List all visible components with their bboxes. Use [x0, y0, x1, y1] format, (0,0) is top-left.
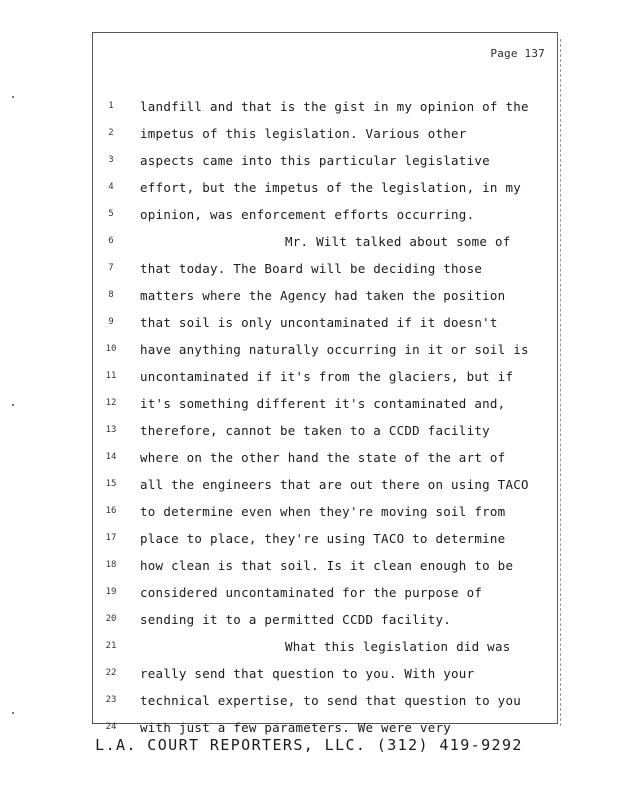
transcript-line: [93, 660, 559, 687]
court-reporter-footer: L.A. COURT REPORTERS, LLC. (312) 419-9292: [95, 736, 523, 754]
transcript-line: [93, 417, 559, 444]
transcript-line: [93, 390, 559, 417]
line-number: 12: [105, 398, 117, 408]
line-text: opinion, was enforcement efforts occurring.: [140, 207, 475, 222]
transcript-line: [93, 282, 559, 309]
page-number: Page 137: [490, 47, 545, 60]
line-text: all the engineers that are out there on using TACO: [140, 477, 529, 492]
transcript-line: [93, 255, 559, 282]
line-number: 4: [108, 182, 114, 192]
line-number: 9: [108, 317, 114, 327]
line-text: that today. The Board will be deciding those: [140, 261, 483, 276]
transcript-line: [93, 336, 559, 363]
line-number: 3: [108, 155, 114, 165]
line-number: 17: [105, 533, 117, 543]
line-text: sending it to a permitted CCDD facility.: [140, 612, 452, 627]
line-text: landfill and that is the gist in my opinion of the: [140, 99, 529, 114]
line-text: Mr. Wilt talked about some of: [285, 234, 511, 249]
line-text: aspects came into this particular legislative: [140, 153, 490, 168]
line-text: have anything naturally occurring in it or soil is: [140, 342, 529, 357]
line-text: place to place, they're using TACO to determine: [140, 531, 506, 546]
line-number: 2: [108, 128, 114, 138]
line-text: that soil is only uncontaminated if it doesn't: [140, 315, 498, 330]
transcript-page: [92, 32, 558, 735]
line-text: considered uncontaminated for the purpose of: [140, 585, 483, 600]
transcript-line: [93, 498, 559, 525]
line-text: matters where the Agency had taken the position: [140, 288, 506, 303]
transcript-line: [93, 201, 559, 228]
transcript-line: [93, 633, 559, 660]
line-text: really send that question to you. With your: [140, 666, 475, 681]
line-number: 11: [105, 371, 117, 381]
margin-mark: [12, 96, 14, 98]
line-text: how clean is that soil. Is it clean enough to be: [140, 558, 514, 573]
margin-mark: [12, 712, 14, 714]
line-number: 14: [105, 452, 117, 462]
line-number: 24: [105, 722, 117, 732]
line-number: 1: [108, 101, 114, 111]
transcript-line: [93, 444, 559, 471]
transcript-line: [93, 552, 559, 579]
line-number: 21: [105, 641, 117, 651]
line-number: 16: [105, 506, 117, 516]
line-text: therefore, cannot be taken to a CCDD facility: [140, 423, 490, 438]
line-number: 22: [105, 668, 117, 678]
line-number: 6: [108, 236, 114, 246]
transcript-line: [93, 525, 559, 552]
line-text: where on the other hand the state of the art of: [140, 450, 506, 465]
transcript-line: [93, 228, 559, 255]
line-text: impetus of this legislation. Various other: [140, 126, 467, 141]
transcript-line: [93, 93, 559, 120]
line-number: 10: [105, 344, 117, 354]
margin-mark: [12, 404, 14, 406]
line-number: 20: [105, 614, 117, 624]
line-number: 7: [108, 263, 114, 273]
transcript-line: [93, 309, 559, 336]
line-text: with just a few parameters. We were very: [140, 720, 452, 735]
line-number: 13: [105, 425, 117, 435]
transcript-lines: [93, 93, 559, 741]
transcript-line: [93, 606, 559, 633]
line-number: 23: [105, 695, 117, 705]
line-text: technical expertise, to send that question to you: [140, 693, 522, 708]
line-number: 5: [108, 209, 114, 219]
transcript-line: [93, 147, 559, 174]
transcript-line: [93, 174, 559, 201]
line-text: uncontaminated if it's from the glaciers, but if: [140, 369, 514, 384]
transcript-line: [93, 120, 559, 147]
line-text: it's something different it's contaminated and,: [140, 396, 506, 411]
line-text: to determine even when they're moving soil from: [140, 504, 506, 519]
line-number: 19: [105, 587, 117, 597]
line-text: What this legislation did was: [285, 639, 511, 654]
transcript-line: [93, 579, 559, 606]
transcript-line: [93, 687, 559, 714]
transcript-line: [93, 471, 559, 498]
transcript-line: [93, 363, 559, 390]
line-number: 8: [108, 290, 114, 300]
line-text: effort, but the impetus of the legislation, in my: [140, 180, 522, 195]
line-number: 15: [105, 479, 117, 489]
line-number: 18: [105, 560, 117, 570]
